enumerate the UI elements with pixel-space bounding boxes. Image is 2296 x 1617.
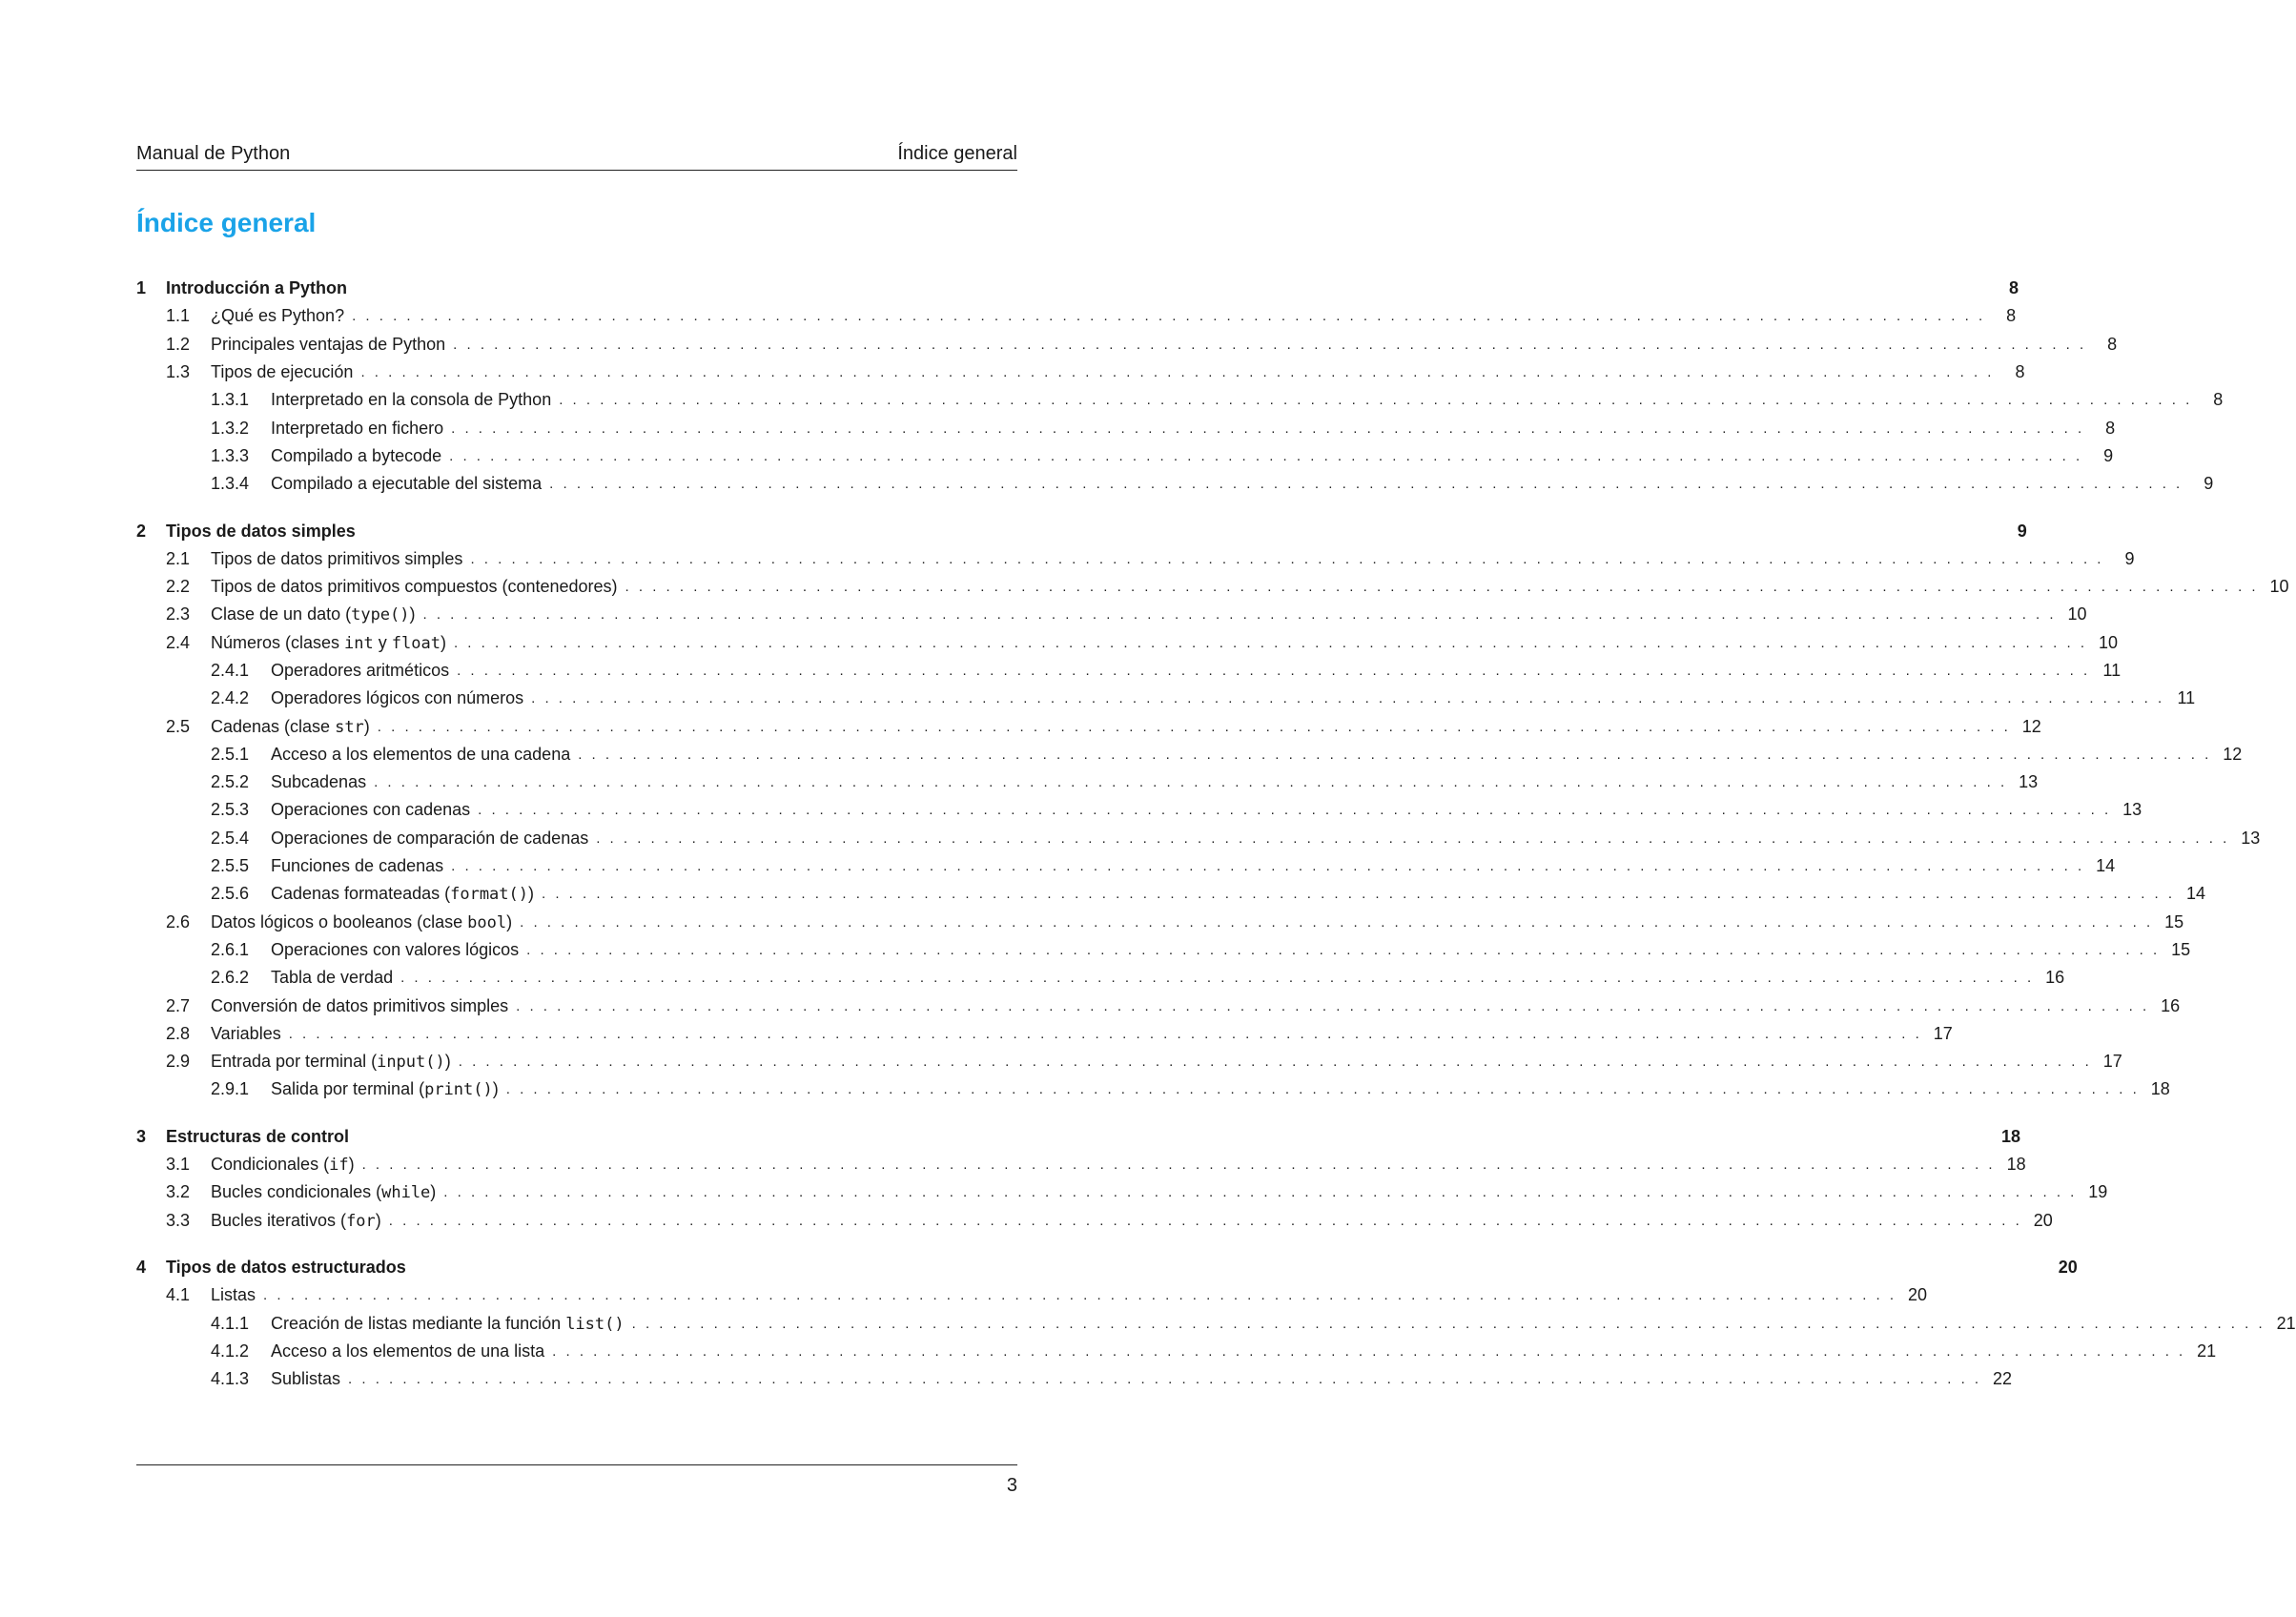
toc-entry-page: 9 — [2204, 474, 2214, 494]
toc-entry-title — [211, 1155, 355, 1175]
toc-entry-number: 2 — [136, 521, 147, 541]
header-section-title: Índice general — [897, 143, 1017, 164]
toc-entry-page: 16 — [2045, 968, 2065, 988]
dot-leader: . . . . . . . . . . . . . . . . . . . . . . . . . . . . . . . . . . . . . . . . . . . . . . . . . . . . . . . . . . . . . . . . . . . . . . . . . . . . . . . . . . . . . . . . . . . . . . . . . . . . . . . . . . . . . . . . . . . . . . . . — [542, 886, 2176, 903]
toc-section-entry[interactable] — [136, 1020, 1953, 1048]
toc-entry-number: 2.6 — [166, 911, 191, 931]
toc-entry-title — [271, 661, 449, 681]
toc-entry-page: 8 — [2213, 390, 2224, 410]
toc-title: Índice general — [136, 208, 317, 237]
toc-entry-number: 1.3 — [166, 362, 191, 382]
title-text: ) — [506, 911, 513, 931]
toc-section-entry[interactable] — [136, 573, 2289, 601]
toc-entry-page: 20 — [1908, 1285, 1928, 1305]
toc-entry-number: 1.2 — [166, 334, 191, 354]
toc-entry-page: 11 — [2177, 688, 2196, 708]
title-text: Números (clases — [211, 632, 345, 652]
toc-entry-page: 10 — [2269, 577, 2289, 597]
toc-entry-title — [271, 800, 470, 820]
toc-chapter-entry[interactable] — [136, 275, 2019, 302]
toc-entry-page: 18 — [2150, 1079, 2170, 1099]
toc-entry-title — [211, 1052, 451, 1072]
title-text: Variables — [211, 1023, 281, 1043]
toc-entry-page: 14 — [2186, 884, 2206, 904]
toc-entry-number: 3.2 — [166, 1182, 191, 1202]
dot-leader: . . . . . . . . . . . . . . . . . . . . . . . . . . . . . . . . . . . . . . . . . . . . . . . . . . . . . . . . . . . . . . . . . . . . . . . . . . . . . . . . . . . . . . . . . . . . . . . . . . . . . . . . . . . . . . . . . . . . . . . . — [552, 1342, 2186, 1360]
toc-entry-title — [166, 1127, 349, 1147]
title-text: Acceso a los elementos de una cadena — [271, 744, 571, 764]
dot-leader: . . . . . . . . . . . . . . . . . . . . . . . . . . . . . . . . . . . . . . . . . . . . . . . . . . . . . . . . . . . . . . . . . . . . . . . . . . . . . . . . . . . . . . . . . . . . . . . . . . . . . . . . . . . . . . . . . . . . . . . . — [520, 913, 2154, 931]
title-text: ¿Qué es Python? — [211, 306, 345, 326]
toc-subsection-entry[interactable] — [136, 685, 2196, 712]
toc-entry-page: 18 — [2001, 1126, 2021, 1146]
toc-entry-page: 12 — [2021, 716, 2041, 736]
title-text: ) — [348, 1155, 355, 1175]
toc-entry-number: 1 — [136, 278, 147, 298]
toc-entry-number: 2.5.6 — [211, 884, 250, 904]
toc-entry-page: 9 — [2017, 521, 2027, 541]
code-keyword: list() — [565, 1314, 625, 1334]
title-text: Tipos de datos primitivos simples — [211, 548, 463, 568]
toc-entry-number: 1.3.3 — [211, 445, 250, 465]
toc-entry-page: 20 — [2058, 1257, 2078, 1277]
toc-entry-title — [271, 856, 443, 876]
title-text: Bucles condicionales ( — [211, 1182, 382, 1202]
title-text: Operaciones con cadenas — [271, 800, 471, 820]
title-text: Conversión de datos primitivos simples — [211, 995, 509, 1015]
toc-entry-page: 15 — [2171, 939, 2191, 959]
toc-entry-number: 2.1 — [166, 548, 191, 568]
dot-leader: . . . . . . . . . . . . . . . . . . . . . . . . . . . . . . . . . . . . . . . . . . . . . . . . . . . . . . . . . . . . . . . . . . . . . . . . . . . . . . . . . . . . . . . . . . . . . . . . . . . . . . . . . . . . . . . . . . . . . . . . — [478, 802, 2112, 819]
title-text: ) — [409, 604, 416, 624]
code-keyword: float — [391, 633, 441, 653]
toc-entry-page: 8 — [2006, 306, 2017, 326]
toc-entry-number: 2.5.1 — [211, 744, 250, 764]
toc-entry-title — [211, 335, 445, 355]
title-text: Tipos de ejecución — [211, 362, 354, 382]
toc-entry-title — [211, 306, 344, 326]
dot-leader: . . . . . . . . . . . . . . . . . . . . . . . . . . . . . . . . . . . . . . . . . . . . . . . . . . . . . . . . . . . . . . . . . . . . . . . . . . . . . . . . . . . . . . . . . . . . . . . . . . . . . . . . . . . . . . . . . . . . . . . . — [549, 476, 2183, 493]
dot-leader: . . . . . . . . . . . . . . . . . . . . . . . . . . . . . . . . . . . . . . . . . . . . . . . . . . . . . . . . . . . . . . . . . . . . . . . . . . . . . . . . . . . . . . . . . . . . . . . . . . . . . . . . . . . . . . . . . . . . . . . . — [449, 447, 2083, 464]
dot-leader: . . . . . . . . . . . . . . . . . . . . . . . . . . . . . . . . . . . . . . . . . . . . . . . . . . . . . . . . . . . . . . . . . . . . . . . . . . . . . . . . . . . . . . . . . . . . . . . . . . . . . . . . . . . . . . . . . . . . . . . . — [374, 774, 2008, 791]
title-text: Tipos de datos simples — [166, 521, 356, 541]
toc-entry-page: 15 — [2164, 911, 2184, 931]
toc-subsection-entry[interactable] — [136, 768, 2039, 796]
dot-leader: . . . . . . . . . . . . . . . . . . . . . . . . . . . . . . . . . . . . . . . . . . . . . . . . . . . . . . . . . . . . . . . . . . . . . . . . . . . . . . . . . . . . . . . . . . . . . . . . . . . . . . . . . . . . . . . . . . . . . . . . — [443, 1184, 2078, 1201]
title-text: Cadenas (clase — [211, 716, 336, 736]
dot-leader: . . . . . . . . . . . . . . . . . . . . . . . . . . . . . . . . . . . . . . . . . . . . . . . . . . . . . . . . . . . . . . . . . . . . . . . . . . . . . . . . . . . . . . . . . . . . . . . . . . . . . . . . . . . . . . . . . . . . . . . . — [400, 970, 2035, 987]
title-text: Interpretado en fichero — [271, 418, 444, 438]
toc-entry-page: 8 — [2105, 418, 2116, 438]
toc-entry-number: 4.1.3 — [211, 1369, 250, 1389]
toc-entry-page: 19 — [2088, 1182, 2108, 1202]
page-footer — [136, 1464, 1017, 1497]
toc-entry-number: 4.1.2 — [211, 1341, 250, 1361]
toc-subsection-entry[interactable] — [136, 936, 2191, 964]
toc-entry-title — [211, 1182, 436, 1202]
dot-leader: . . . . . . . . . . . . . . . . . . . . . . . . . . . . . . . . . . . . . . . . . . . . . . . . . . . . . . . . . . . . . . . . . . . . . . . . . . . . . . . . . . . . . . . . . . . . . . . . . . . . . . . . . . . . . . . . . . . . . . . . — [526, 941, 2161, 958]
toc-section-entry[interactable] — [136, 1281, 1928, 1309]
toc-entry-title — [211, 996, 508, 1016]
toc-entry-number: 1.1 — [166, 306, 191, 326]
toc-entry-number: 2.5 — [166, 716, 191, 736]
toc-entry-number: 2.6.2 — [211, 968, 250, 988]
title-text: Tipos de datos estructurados — [166, 1257, 406, 1277]
dot-leader: . . . . . . . . . . . . . . . . . . . . . . . . . . . . . . . . . . . . . . . . . . . . . . . . . . . . . . . . . . . . . . . . . . . . . . . . . . . . . . . . . . . . . . . . . . . . . . . . . . . . . . . . . . . . . . . . . . . . . . . . — [578, 746, 2212, 763]
toc-entry-number: 4.1 — [166, 1285, 191, 1305]
title-text: ) — [430, 1182, 437, 1202]
dot-leader: . . . . . . . . . . . . . . . . . . . . . . . . . . . . . . . . . . . . . . . . . . . . . . . . . . . . . . . . . . . . . . . . . . . . . . . . . . . . . . . . . . . . . . . . . . . . . . . . . . . . . . . . . . . . . . . . . . . . . . . . — [505, 1081, 2140, 1098]
toc-entry-title — [211, 912, 512, 932]
toc-subsection-entry[interactable] — [136, 1309, 2296, 1337]
title-text: Tipos de datos primitivos compuestos (contenedores) — [211, 577, 618, 597]
title-text: Tabla de verdad — [271, 968, 394, 988]
toc-subsection-entry[interactable] — [136, 880, 2206, 908]
dot-leader: . . . . . . . . . . . . . . . . . . . . . . . . . . . . . . . . . . . . . . . . . . . . . . . . . . . . . . . . . . . . . . . . . . . . . . . . . . . . . . . . . . . . . . . . . . . . . . . . . . . . . . . . . . . . . . . . . . . . . . . . — [470, 550, 2104, 567]
toc-entry-title — [271, 1314, 625, 1334]
toc-subsection-entry[interactable] — [136, 796, 2142, 824]
toc-subsection-entry[interactable] — [136, 852, 2116, 880]
dot-leader: . . . . . . . . . . . . . . . . . . . . . . . . . . . . . . . . . . . . . . . . . . . . . . . . . . . . . . . . . . . . . . . . . . . . . . . . . . . . . . . . . . . . . . . . . . . . . . . . . . . . . . . . . . . . . . . . . . . . . . . . — [451, 858, 2085, 875]
title-text: ) — [363, 716, 370, 736]
code-keyword: if — [329, 1156, 349, 1176]
toc-entry-title — [271, 1341, 544, 1361]
toc-entry-title — [211, 549, 462, 569]
toc-entry-number: 3.3 — [166, 1210, 191, 1230]
toc-entry-title — [166, 278, 347, 298]
page-number: 3 — [1006, 1475, 1017, 1496]
toc-entry-title — [271, 419, 443, 439]
title-text: Principales ventajas de Python — [211, 334, 446, 354]
toc-section-entry[interactable] — [136, 1048, 2122, 1075]
dot-leader: . . . . . . . . . . . . . . . . . . . . . . . . . . . . . . . . . . . . . . . . . . . . . . . . . . . . . . . . . . . . . . . . . . . . . . . . . . . . . . . . . . . . . . . . . . . . . . . . . . . . . . . . . . . . . . . . . . . . . . . . — [263, 1287, 1897, 1304]
toc-entry-page: 10 — [2067, 604, 2087, 624]
toc-entry-title — [211, 717, 370, 737]
toc-entry-title — [271, 884, 534, 904]
toc-entry-page: 21 — [2276, 1313, 2296, 1333]
toc-entry-page: 8 — [2107, 334, 2118, 354]
title-text: Datos lógicos o booleanos (clase — [211, 911, 468, 931]
toc-entry-number: 2.5.2 — [211, 772, 250, 792]
toc-entry-title — [271, 688, 523, 708]
dot-leader: . . . . . . . . . . . . . . . . . . . . . . . . . . . . . . . . . . . . . . . . . . . . . . . . . . . . . . . . . . . . . . . . . . . . . . . . . . . . . . . . . . . . . . . . . . . . . . . . . . . . . . . . . . . . . . . . . . . . . . . . — [361, 1156, 1996, 1174]
title-text: Operadores lógicos con números — [271, 688, 524, 708]
toc-section-entry[interactable] — [136, 629, 2118, 657]
toc-entry-title — [271, 829, 588, 849]
title-text: ) — [440, 632, 446, 652]
title-text: Introducción a Python — [166, 278, 348, 298]
title-text: ) — [444, 1052, 451, 1072]
title-text: Salida por terminal ( — [271, 1079, 425, 1099]
code-keyword: format() — [450, 885, 528, 905]
dot-leader: . . . . . . . . . . . . . . . . . . . . . . . . . . . . . . . . . . . . . . . . . . . . . . . . . . . . . . . . . . . . . . . . . . . . . . . . . . . . . . . . . . . . . . . . . . . . . . . . . . . . . . . . . . . . . . . . . . . . . . . . — [352, 308, 1986, 325]
toc-entry-number: 2.9 — [166, 1052, 191, 1072]
dot-leader: . . . . . . . . . . . . . . . . . . . . . . . . . . . . . . . . . . . . . . . . . . . . . . . . . . . . . . . . . . . . . . . . . . . . . . . . . . . . . . . . . . . . . . . . . . . . . . . . . . . . . . . . . . . . . . . . . . . . . . . . — [516, 997, 2150, 1014]
title-text: ) — [492, 1079, 499, 1099]
dot-leader: . . . . . . . . . . . . . . . . . . . . . . . . . . . . . . . . . . . . . . . . . . . . . . . . . . . . . . . . . . . . . . . . . . . . . . . . . . . . . . . . . . . . . . . . . . . . . . . . . . . . . . . . . . . . . . . . . . . . . . . . — [388, 1212, 2022, 1229]
code-keyword: input() — [377, 1053, 445, 1073]
dot-leader: . . . . . . . . . . . . . . . . . . . . . . . . . . . . . . . . . . . . . . . . . . . . . . . . . . . . . . . . . . . . . . . . . . . . . . . . . . . . . . . . . . . . . . . . . . . . . . . . . . . . . . . . . . . . . . . . . . . . . . . . — [559, 392, 2193, 409]
toc-entry-page: 13 — [2241, 828, 2261, 848]
toc-entry-page: 8 — [2009, 278, 2019, 298]
toc-subsection-entry[interactable] — [136, 964, 2065, 992]
toc-entry-number: 2.2 — [166, 577, 191, 597]
toc-section-entry[interactable] — [136, 909, 2184, 936]
dot-leader: . . . . . . . . . . . . . . . . . . . . . . . . . . . . . . . . . . . . . . . . . . . . . . . . . . . . . . . . . . . . . . . . . . . . . . . . . . . . . . . . . . . . . . . . . . . . . . . . . . . . . . . . . . . . . . . . . . . . . . . . — [348, 1371, 1982, 1388]
toc-entry-title — [211, 633, 446, 653]
toc-entry-page: 17 — [1933, 1023, 1953, 1043]
toc-entry-number: 2.5.4 — [211, 828, 250, 848]
toc-entry-page: 9 — [2103, 445, 2114, 465]
toc-entry-number: 2.7 — [166, 995, 191, 1015]
title-text: y — [373, 632, 392, 652]
toc-entry-page: 18 — [2006, 1155, 2026, 1175]
toc-entry-page: 11 — [2102, 661, 2122, 680]
toc-entry-page: 9 — [2124, 548, 2135, 568]
toc-subsection-entry[interactable] — [136, 657, 2122, 685]
dot-leader: . . . . . . . . . . . . . . . . . . . . . . . . . . . . . . . . . . . . . . . . . . . . . . . . . . . . . . . . . . . . . . . . . . . . . . . . . . . . . . . . . . . . . . . . . . . . . . . . . . . . . . . . . . . . . . . . . . . . . . . . — [596, 829, 2230, 847]
toc-entry-number: 1.3.1 — [211, 390, 250, 410]
toc-entry-title — [271, 1079, 499, 1099]
toc-entry-page: 8 — [2015, 362, 2025, 382]
dot-leader: . . . . . . . . . . . . . . . . . . . . . . . . . . . . . . . . . . . . . . . . . . . . . . . . . . . . . . . . . . . . . . . . . . . . . . . . . . . . . . . . . . . . . . . . . . . . . . . . . . . . . . . . . . . . . . . . . . . . . . . . — [288, 1025, 1922, 1042]
title-text: Entrada por terminal ( — [211, 1052, 378, 1072]
title-text: Condicionales ( — [211, 1155, 330, 1175]
code-keyword: type() — [351, 605, 410, 625]
toc-entry-title — [166, 1258, 406, 1278]
toc-entry-title — [271, 940, 519, 960]
title-text: ) — [375, 1210, 381, 1230]
toc-entry-number: 1.3.2 — [211, 418, 250, 438]
toc-entry-title — [271, 446, 441, 466]
dot-leader: . . . . . . . . . . . . . . . . . . . . . . . . . . . . . . . . . . . . . . . . . . . . . . . . . . . . . . . . . . . . . . . . . . . . . . . . . . . . . . . . . . . . . . . . . . . . . . . . . . . . . . . . . . . . . . . . . . . . . . . . — [360, 364, 1995, 381]
dot-leader: . . . . . . . . . . . . . . . . . . . . . . . . . . . . . . . . . . . . . . . . . . . . . . . . . . . . . . . . . . . . . . . . . . . . . . . . . . . . . . . . . . . . . . . . . . . . . . . . . . . . . . . . . . . . . . . . . . . . . . . . — [625, 579, 2259, 596]
toc-entry-number: 3.1 — [166, 1155, 191, 1175]
toc-entry-number: 2.4 — [166, 632, 191, 652]
toc-subsection-entry[interactable] — [136, 1365, 2013, 1393]
toc-entry-number: 4 — [136, 1257, 147, 1277]
toc-entry-page: 13 — [2019, 772, 2039, 792]
toc-section-entry[interactable] — [136, 358, 2025, 386]
title-text: Interpretado en la consola de Python — [271, 390, 552, 410]
toc-entry-title — [211, 362, 353, 382]
title-text: Operadores aritméticos — [271, 661, 450, 680]
title-text: Operaciones de comparación de cadenas — [271, 828, 589, 848]
code-keyword: while — [381, 1183, 431, 1203]
toc-entry-title — [211, 577, 618, 597]
dot-leader: . . . . . . . . . . . . . . . . . . . . . . . . . . . . . . . . . . . . . . . . . . . . . . . . . . . . . . . . . . . . . . . . . . . . . . . . . . . . . . . . . . . . . . . . . . . . . . . . . . . . . . . . . . . . . . . . . . . . . . . . — [458, 1054, 2092, 1071]
title-text: ) — [528, 884, 534, 904]
toc-entry-number: 2.6.1 — [211, 939, 250, 959]
toc-chapter-entry[interactable] — [136, 1254, 2078, 1281]
dot-leader: . . . . . . . . . . . . . . . . . . . . . . . . . . . . . . . . . . . . . . . . . . . . . . . . . . . . . . . . . . . . . . . . . . . . . . . . . . . . . . . . . . . . . . . . . . . . . . . . . . . . . . . . . . . . . . . . . . . . . . . . — [453, 336, 2087, 353]
toc-entry-page: 16 — [2161, 995, 2181, 1015]
toc-entry-title — [271, 390, 551, 410]
toc-entry-page: 20 — [2033, 1210, 2053, 1230]
toc-subsection-entry[interactable] — [136, 414, 2116, 441]
code-keyword: bool — [467, 912, 507, 932]
toc-entry-number: 1.3.4 — [211, 474, 250, 494]
code-keyword: for — [346, 1211, 376, 1231]
toc-entry-page: 10 — [2098, 632, 2118, 652]
toc-subsection-entry[interactable] — [136, 825, 2261, 852]
toc-entry-number: 2.8 — [166, 1023, 191, 1043]
title-text: Acceso a los elementos de una lista — [271, 1341, 545, 1361]
dot-leader: . . . . . . . . . . . . . . . . . . . . . . . . . . . . . . . . . . . . . . . . . . . . . . . . . . . . . . . . . . . . . . . . . . . . . . . . . . . . . . . . . . . . . . . . . . . . . . . . . . . . . . . . . . . . . . . . . . . . . . . . — [451, 420, 2085, 437]
title-text: Clase de un dato ( — [211, 604, 352, 624]
toc-chapter-entry[interactable] — [136, 517, 2027, 544]
toc-section-entry[interactable] — [136, 331, 2118, 358]
toc-subsection-entry[interactable] — [136, 470, 2214, 498]
code-keyword: str — [335, 717, 364, 737]
toc-subsection-entry[interactable] — [136, 386, 2224, 414]
title-text: Estructuras de control — [166, 1126, 350, 1146]
toc-entry-number: 2.9.1 — [211, 1079, 250, 1099]
title-text: Subcadenas — [271, 772, 367, 792]
toc-entry-title — [211, 604, 416, 624]
dot-leader: . . . . . . . . . . . . . . . . . . . . . . . . . . . . . . . . . . . . . . . . . . . . . . . . . . . . . . . . . . . . . . . . . . . . . . . . . . . . . . . . . . . . . . . . . . . . . . . . . . . . . . . . . . . . . . . . . . . . . . . . — [453, 634, 2087, 651]
title-text: Sublistas — [271, 1369, 341, 1389]
toc-entry-number: 2.4.1 — [211, 661, 250, 680]
toc-section-entry[interactable] — [136, 1178, 2108, 1206]
title-text: Listas — [211, 1285, 256, 1305]
toc-section-entry[interactable] — [136, 992, 2181, 1019]
dot-leader: . . . . . . . . . . . . . . . . . . . . . . . . . . . . . . . . . . . . . . . . . . . . . . . . . . . . . . . . . . . . . . . . . . . . . . . . . . . . . . . . . . . . . . . . . . . . . . . . . . . . . . . . . . . . . . . . . . . . . . . . — [531, 690, 2165, 707]
toc-section-entry[interactable] — [136, 545, 2135, 573]
toc-entry-title — [211, 1024, 281, 1044]
dot-leader: . . . . . . . . . . . . . . . . . . . . . . . . . . . . . . . . . . . . . . . . . . . . . . . . . . . . . . . . . . . . . . . . . . . . . . . . . . . . . . . . . . . . . . . . . . . . . . . . . . . . . . . . . . . . . . . . . . . . . . . . — [377, 718, 2011, 735]
toc-entry-title — [211, 1211, 381, 1231]
title-text: Compilado a bytecode — [271, 445, 442, 465]
toc-entry-page: 17 — [2102, 1052, 2122, 1072]
toc-subsection-entry[interactable] — [136, 1075, 2170, 1103]
toc-chapter-entry[interactable] — [136, 1123, 2021, 1151]
toc-entry-number: 2.4.2 — [211, 688, 250, 708]
toc-entry-number: 4.1.1 — [211, 1313, 250, 1333]
table-of-contents — [136, 275, 2296, 1393]
header-document-title: Manual de Python — [136, 143, 291, 164]
toc-entry-number: 3 — [136, 1126, 147, 1146]
toc-entry-number: 2.5.3 — [211, 800, 250, 820]
title-text: Operaciones con valores lógicos — [271, 939, 520, 959]
toc-entry-page: 13 — [2122, 800, 2142, 820]
toc-subsection-entry[interactable] — [136, 442, 2114, 470]
toc-entry-page: 22 — [1993, 1369, 2013, 1389]
toc-subsection-entry[interactable] — [136, 1338, 2217, 1365]
toc-entry-title — [271, 745, 570, 765]
title-text: Creación de listas mediante la función — [271, 1313, 566, 1333]
toc-entry-page: 14 — [2096, 856, 2116, 876]
toc-entry-title — [271, 474, 542, 494]
toc-entry-title — [271, 1369, 340, 1389]
toc-section-entry[interactable] — [136, 712, 2041, 740]
code-keyword: print() — [424, 1080, 493, 1100]
dot-leader: . . . . . . . . . . . . . . . . . . . . . . . . . . . . . . . . . . . . . . . . . . . . . . . . . . . . . . . . . . . . . . . . . . . . . . . . . . . . . . . . . . . . . . . . . . . . . . . . . . . . . . . . . . . . . . . . . . . . . . . . — [631, 1315, 2265, 1332]
toc-entry-number: 2.5.5 — [211, 856, 250, 876]
toc-section-entry[interactable] — [136, 601, 2087, 628]
code-keyword: int — [344, 633, 374, 653]
title-text: Cadenas formateadas ( — [271, 884, 451, 904]
title-text: Funciones de cadenas — [271, 856, 444, 876]
toc-section-entry[interactable] — [136, 1151, 2026, 1178]
title-text: Compilado a ejecutable del sistema — [271, 474, 543, 494]
running-header — [136, 143, 1017, 171]
toc-section-entry[interactable] — [136, 302, 2017, 330]
toc-entry-title — [271, 968, 393, 988]
dot-leader: . . . . . . . . . . . . . . . . . . . . . . . . . . . . . . . . . . . . . . . . . . . . . . . . . . . . . . . . . . . . . . . . . . . . . . . . . . . . . . . . . . . . . . . . . . . . . . . . . . . . . . . . . . . . . . . . . . . . . . . . — [422, 606, 2057, 624]
dot-leader: . . . . . . . . . . . . . . . . . . . . . . . . . . . . . . . . . . . . . . . . . . . . . . . . . . . . . . . . . . . . . . . . . . . . . . . . . . . . . . . . . . . . . . . . . . . . . . . . . . . . . . . . . . . . . . . . . . . . . . . . — [457, 663, 2091, 679]
toc-subsection-entry[interactable] — [136, 741, 2243, 768]
toc-entry-title — [271, 772, 366, 792]
toc-entry-title — [211, 1285, 256, 1305]
toc-entry-page: 21 — [2197, 1341, 2217, 1361]
title-text: Bucles iterativos ( — [211, 1210, 347, 1230]
toc-section-entry[interactable] — [136, 1207, 2053, 1235]
toc-entry-page: 12 — [2223, 744, 2243, 764]
toc-entry-title — [166, 522, 356, 542]
toc-entry-number: 2.3 — [166, 604, 191, 624]
